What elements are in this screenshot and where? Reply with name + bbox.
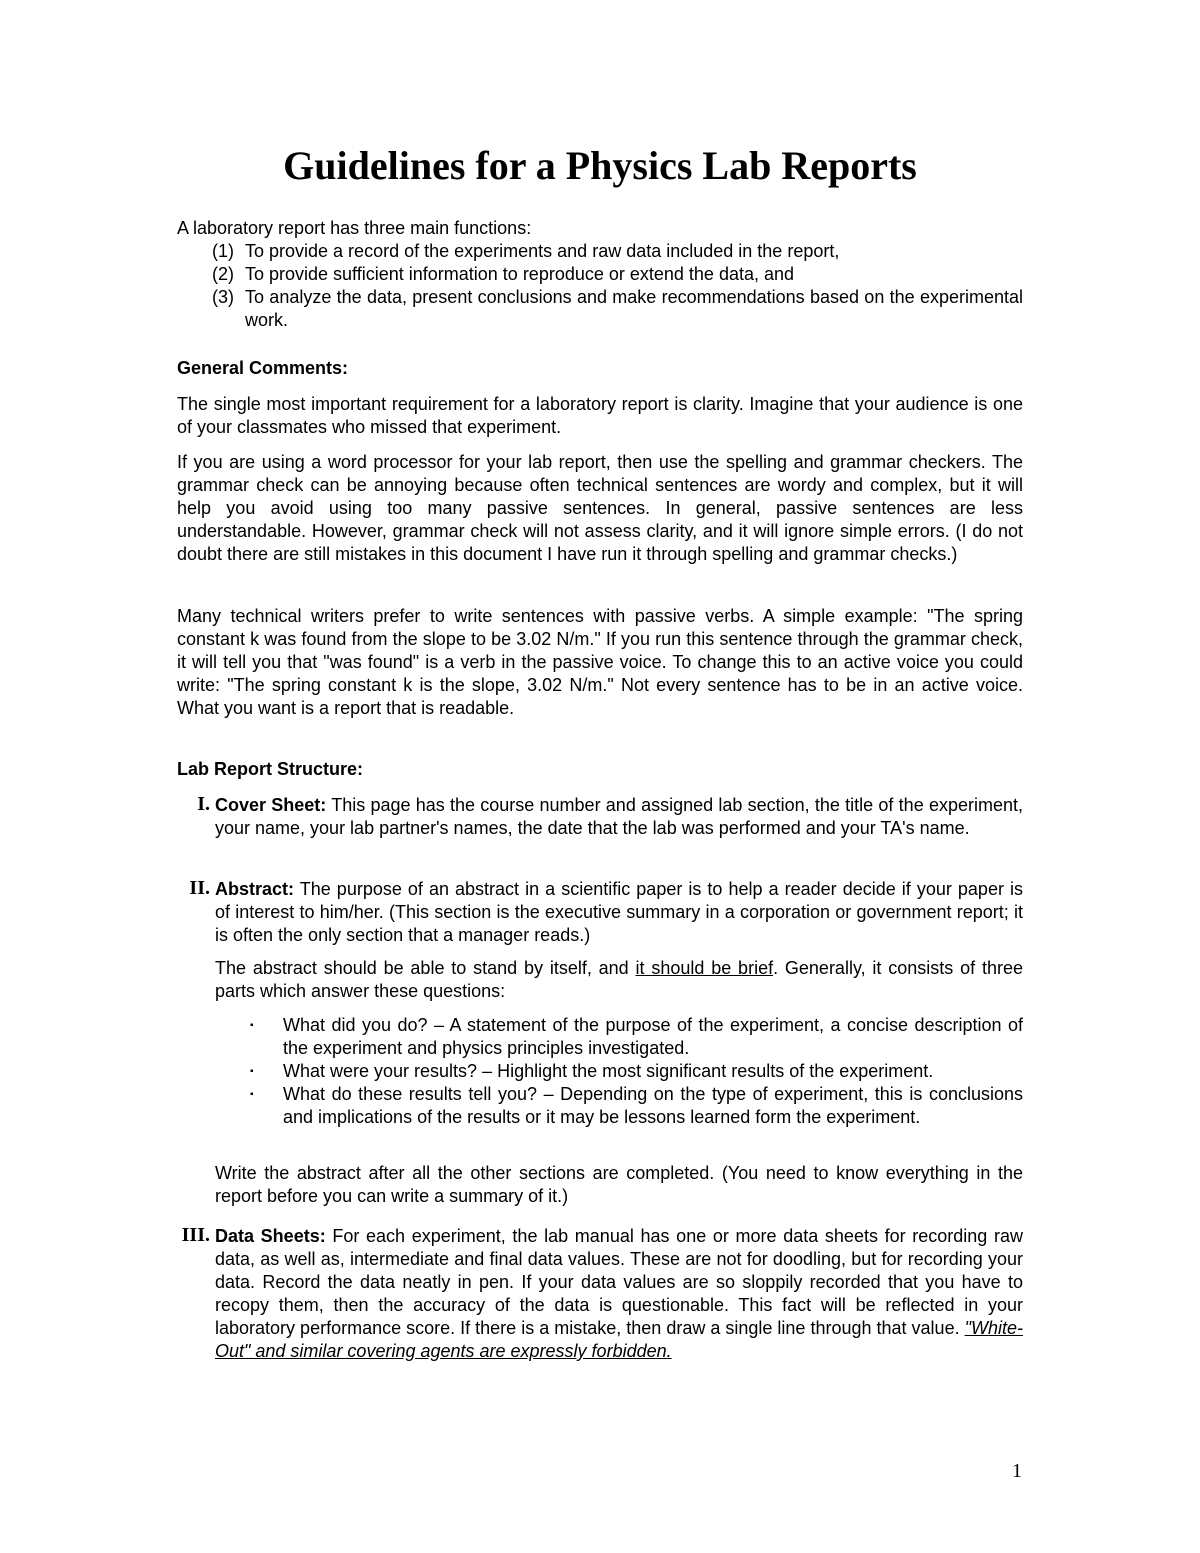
section-text: The purpose of an abstract in a scientific paper is to help a reader decide if your paper is of interest to him/her. (This section is the executive summary in a corporation or government report; it is often the only section that a manager reads.): [215, 879, 1023, 945]
general-paragraph-3: Many technical writers prefer to write sentences with passive verbs. A simple example: "The spring constant k was found from the slope to be 3.02 N/m." If you run this sentence through the grammar check, it will tell you that "was found" is a verb in the passive voice. To change this to an active voice you could write: "The spring constant k is the slope, 3.02 N/m." Not every sentence has to be in an active voice. What you want is a report that is readable.: [177, 606, 1023, 718]
general-paragraph-1: The single most important requirement for a laboratory report is clarity. Imagine that your audience is one of your classmates who missed that experiment.: [177, 394, 1023, 437]
function-number: (1): [212, 241, 234, 261]
emphasis-text: "White-Out" and similar covering agents are expressly forbidden.: [215, 1318, 1023, 1361]
function-item-1: [212, 240, 1023, 263]
function-number: (3): [212, 287, 234, 307]
structure-heading: Lab Report Structure:: [177, 759, 364, 779]
bullet-marker: ▪: [250, 1020, 254, 1031]
bullet-text: What did you do? – A statement of the purpose of the experiment, a concise description of the experiment and physics principles investigated.: [283, 1015, 1023, 1058]
abstract-paragraph-3: Write the abstract after all the other sections are completed. (You need to know everything in the report before you can write a summary of it.): [215, 1163, 1023, 1206]
section-label: Cover Sheet:: [215, 795, 327, 815]
intro-text: A laboratory report has three main functions:: [177, 218, 532, 238]
function-item-2: [212, 263, 1023, 286]
bullet-marker: ▪: [250, 1089, 254, 1100]
cover-sheet-section: [215, 794, 1023, 840]
section-label: Data Sheets:: [215, 1226, 326, 1246]
function-text: To analyze the data, present conclusions and make recommendations based on the experimental work.: [245, 287, 1023, 330]
section-text: For each experiment, the lab manual has one or more data sheets for recording raw data, as well as, intermediate and final data values. These are not for doodling, but for recording your data. Record the data neatly in pen. If your data values are so sloppily recorded that you have to recopy them, then the accuracy of the data is questionable. This fact will be reflected in your laboratory performance score. If there is a mistake, then draw a single line through that value.: [215, 1226, 1023, 1338]
bullet-text: What were your results? – Highlight the most significant results of the experiment.: [283, 1061, 934, 1081]
section-number-3: III.: [181, 1224, 210, 1246]
data-sheets-section: [215, 1225, 1023, 1363]
page-title: Guidelines for a Physics Lab Reports: [283, 143, 917, 188]
general-comments-heading: General Comments:: [177, 358, 349, 378]
underlined-text: it should be brief: [635, 958, 774, 978]
abstract-bullet-1: [250, 1014, 1023, 1060]
function-text: To provide sufficient information to reproduce or extend the data, and: [245, 264, 795, 284]
bullet-marker: ▪: [250, 1066, 254, 1077]
abstract-bullet-2: [250, 1060, 1023, 1083]
function-text: To provide a record of the experiments and raw data included in the report,: [245, 241, 840, 261]
function-number: (2): [212, 264, 234, 284]
function-item-3: [212, 286, 1023, 332]
section-number-1: I.: [197, 793, 210, 815]
section-label: Abstract:: [215, 879, 295, 899]
section-text: This page has the course number and assigned lab section, the title of the experiment, your name, your lab partner's names, the date that the lab was performed and your TA's name.: [215, 795, 1023, 838]
abstract-bullet-3: [250, 1083, 1023, 1129]
abstract-section: [215, 878, 1023, 947]
general-paragraph-2: If you are using a word processor for your lab report, then use the spelling and grammar checkers. The grammar check can be annoying because often technical sentences are wordy and complex, but it will help you avoid using too many passive sentences. In general, passive sentences are less understandable. However, grammar check will not assess clarity, and it will ignore simple errors. (I do not doubt there are still mistakes in this document I have run it through spelling and grammar checks.): [177, 452, 1023, 564]
section-number-2: II.: [189, 877, 210, 899]
abstract-paragraph-2: The abstract should be able to stand by itself, and it should be brief. Generally, it consists of three parts which answer these questions:: [215, 958, 1023, 1001]
page-number: 1: [1012, 1460, 1022, 1482]
bullet-text: What do these results tell you? – Depending on the type of experiment, this is conclusions and implications of the results or it may be lessons learned form the experiment.: [283, 1084, 1023, 1127]
